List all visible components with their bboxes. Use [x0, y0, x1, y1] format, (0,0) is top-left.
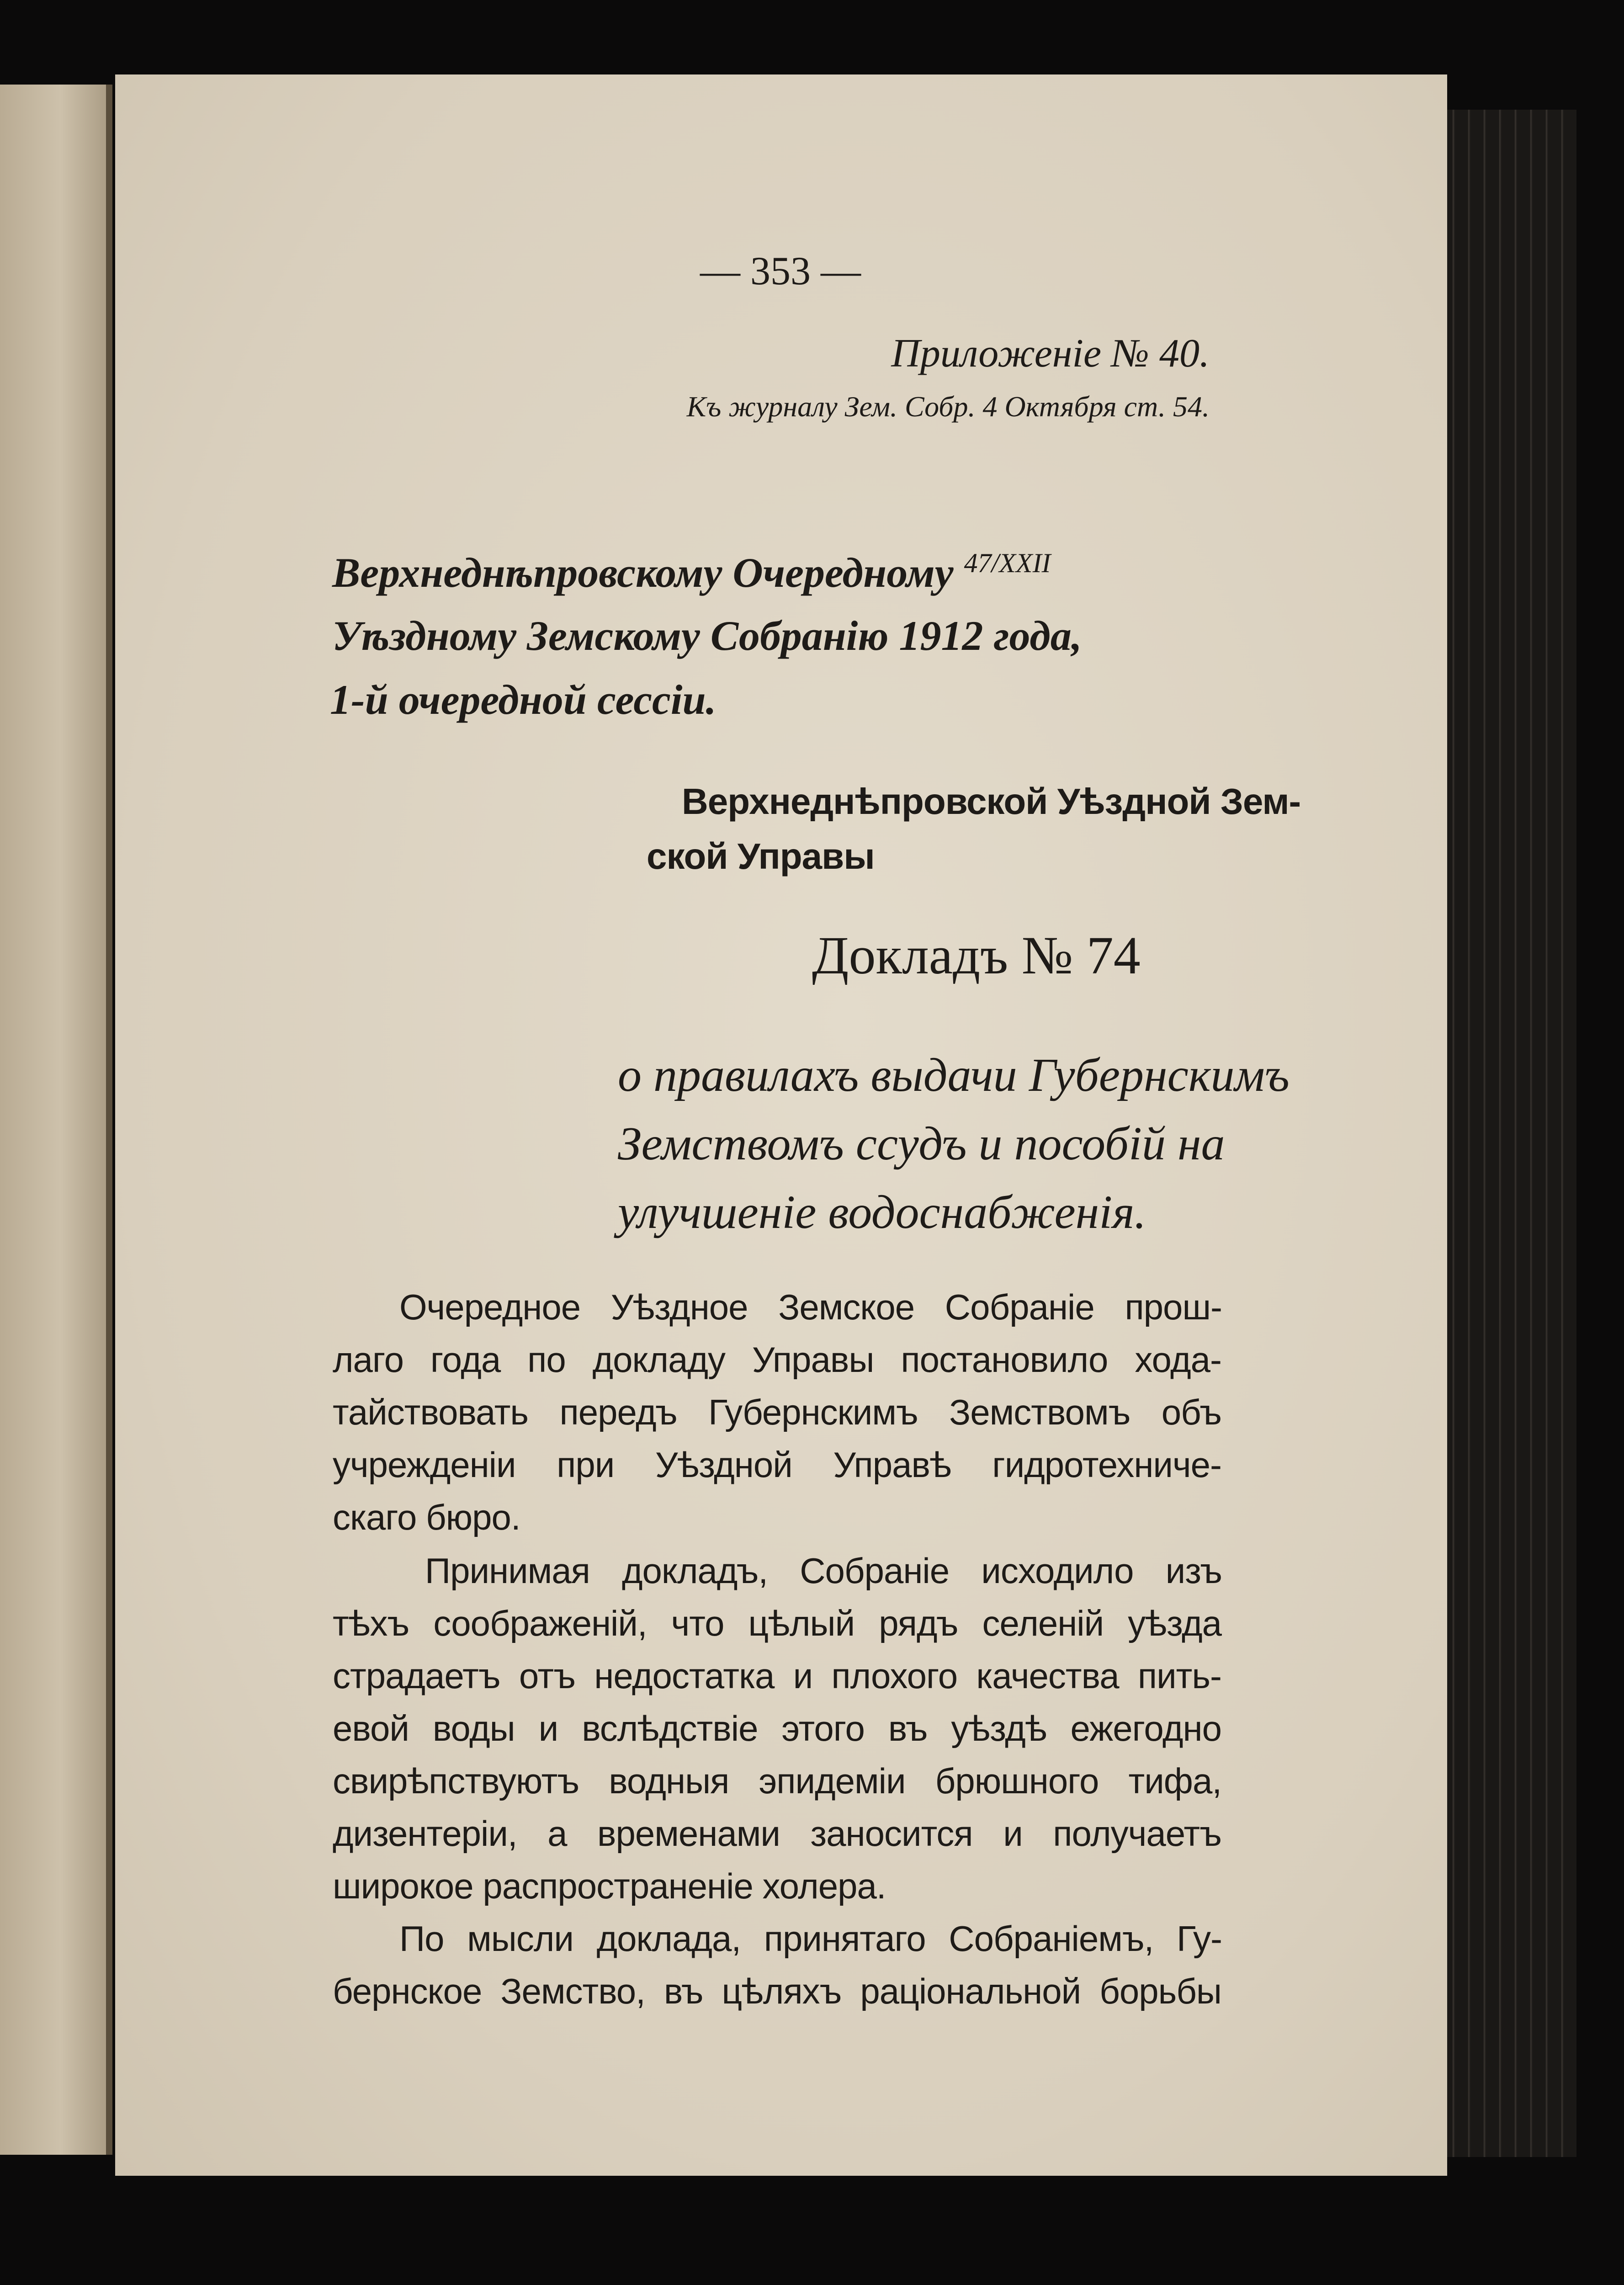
- paragraph-line: евой воды и вслѣдствіе этого въ уѣздѣ ежегодно: [333, 1708, 1221, 1748]
- paragraph-line: По мысли доклада, принятаго Собраніемъ, Гу-: [399, 1918, 1222, 1959]
- report-title: Докладъ № 74: [812, 925, 1141, 985]
- subject-line-2: Земствомъ ссудъ и пособій на: [618, 1117, 1225, 1170]
- board-line-2: ской Управы: [647, 836, 875, 877]
- paragraph-line: бернское Земство, въ цѣляхъ раціональной борьбы: [333, 1971, 1221, 2011]
- paragraph-line: тайствовать передъ Губернскимъ Земствомъ объ: [333, 1392, 1221, 1432]
- page-stack-edge: [1439, 110, 1576, 2157]
- addressee-line-1: Верхнеднѣпровскому Очередному $^{47/XXII}$: [332, 548, 1051, 596]
- journal-reference: Къ журналу Зем. Собр. 4 Октября ст. 54.: [686, 390, 1210, 423]
- paragraph-line: Принимая докладъ, Собраніе исходило изъ: [425, 1551, 1222, 1591]
- paragraph-line: широкое распространеніе холера.: [333, 1866, 886, 1906]
- addressee-superscript: 47/XXII: [964, 548, 1051, 578]
- paragraph-line: свирѣпствуютъ водныя эпидеміи брюшного тифа,: [333, 1761, 1221, 1801]
- paragraph-line: Очередное Уѣздное Земское Собраніе прош-: [399, 1287, 1222, 1327]
- page-number: — 353 —: [700, 249, 861, 293]
- paragraph-line: скаго бюро.: [333, 1497, 520, 1537]
- addressee-line-3: 1-й очередной сессіи.: [330, 676, 716, 723]
- left-page-edge: [0, 85, 110, 2155]
- appendix-label: Приложеніе № 40.: [891, 331, 1210, 376]
- paragraph-line: страдаетъ отъ недостатка и плохого качества пить-: [333, 1656, 1221, 1696]
- paragraph-line: учрежденіи при Уѣздной Управѣ гидротехниче-: [333, 1445, 1221, 1485]
- paragraph-line: лаго года по докладу Управы постановило хода-: [333, 1339, 1221, 1380]
- board-line-1: Верхнеднѣпровской Уѣздной Зем-: [682, 781, 1301, 822]
- document-page: [115, 74, 1447, 2176]
- addressee-line-2: Уѣздному Земскому Собранію 1912 года,: [332, 612, 1082, 659]
- subject-line-1: о правилахъ выдачи Губернскимъ: [618, 1049, 1290, 1101]
- subject-line-3: улучшеніе водоснабженія.: [618, 1186, 1146, 1238]
- book-gutter: [106, 85, 112, 2155]
- paragraph-line: дизентеріи, а временами заносится и получаетъ: [333, 1813, 1221, 1854]
- paragraph-line: тѣхъ соображеній, что цѣлый рядъ селеній уѣзда: [333, 1603, 1221, 1643]
